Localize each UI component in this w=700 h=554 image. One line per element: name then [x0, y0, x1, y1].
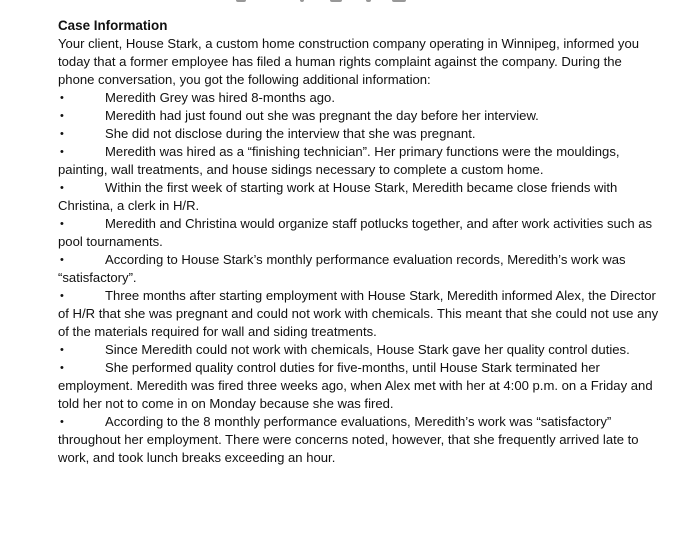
bullet-icon: •: [60, 182, 64, 194]
list-item: [58, 89, 660, 107]
bullet-icon: •: [60, 344, 64, 356]
list-item: [58, 251, 660, 287]
section-heading: Case Information: [58, 18, 168, 33]
bullet-icon: •: [60, 146, 64, 158]
cropped-previous-text: [0, 0, 700, 9]
bullet-icon: •: [60, 92, 64, 104]
bullet-icon: •: [60, 110, 64, 122]
list-item: [58, 143, 660, 179]
list-item: [58, 341, 660, 359]
facts-list: [58, 89, 660, 467]
list-item-text: Three months after starting employment with House Stark, Meredith informed Alex, the Director of H/R that she was pregnant and could not work with chemicals. This meant that she could not use any of the materials required for wall and siding treatments.: [58, 288, 659, 339]
list-item: [58, 107, 660, 125]
list-item-text: According to House Stark’s monthly performance evaluation records, Meredith’s work was “satisfactory”.: [58, 252, 626, 285]
list-item-text: Within the first week of starting work at House Stark, Meredith became close friends with Christina, a clerk in H/R.: [58, 180, 618, 213]
intro-paragraph: Your client, House Stark, a custom home construction company operating in Winnipeg, informed you today that a former employee has filed a human rights complaint against the company. During the phone conversation, you got the following additional information:: [58, 36, 640, 87]
list-item-text: She did not disclose during the interview that she was pregnant.: [105, 126, 476, 141]
list-item-text: Meredith Grey was hired 8-months ago.: [105, 90, 335, 105]
bullet-icon: •: [60, 290, 64, 302]
case-information-section: [58, 17, 660, 467]
bullet-icon: •: [60, 254, 64, 266]
list-item-text: She performed quality control duties for five-months, until House Stark terminated her employment. Meredith was fired three weeks ago, when Alex met with her at 4:00 p.m. on a Friday and told her not to come in on Monday because she was fired.: [58, 360, 653, 411]
list-item-text: Meredith had just found out she was pregnant the day before her interview.: [105, 108, 539, 123]
list-item: [58, 413, 660, 467]
list-item: [58, 215, 660, 251]
bullet-icon: •: [60, 362, 64, 374]
list-item: [58, 287, 660, 341]
list-item: [58, 359, 660, 413]
bullet-icon: •: [60, 218, 64, 230]
list-item-text: Meredith and Christina would organize staff potlucks together, and after work activities such as pool tournaments.: [58, 216, 653, 249]
bullet-icon: •: [60, 416, 64, 428]
list-item: [58, 179, 660, 215]
list-item-text: According to the 8 monthly performance evaluations, Meredith’s work was “satisfactory” throughout her employment. There were concerns noted, however, that she frequently arrived late to work, and took lunch breaks exceeding an hour.: [58, 414, 639, 465]
list-item-text: Meredith was hired as a “finishing technician”. Her primary functions were the mouldings, painting, wall treatments, and house sidings necessary to complete a custom home.: [58, 144, 620, 177]
bullet-icon: •: [60, 128, 64, 140]
list-item-text: Since Meredith could not work with chemicals, House Stark gave her quality control duties.: [105, 342, 630, 357]
list-item: [58, 125, 660, 143]
